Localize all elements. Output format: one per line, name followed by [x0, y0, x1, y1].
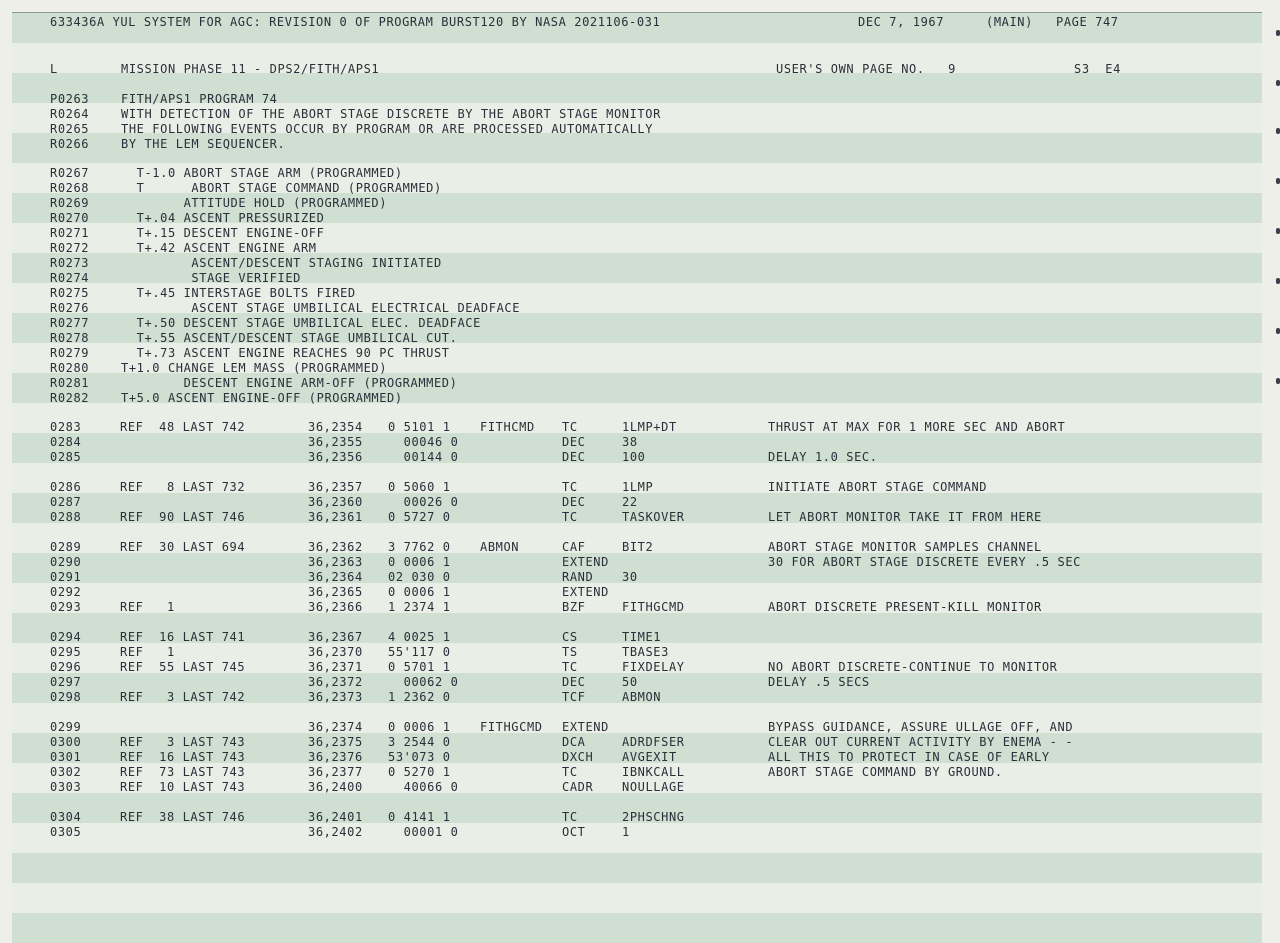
- header-program-info: 633436A YUL SYSTEM FOR AGC: REVISION 0 OF PROGRAM BURST120 BY NASA 2021106-031: [50, 15, 661, 29]
- opcode: DEC: [562, 450, 586, 464]
- memory-address: 36,2355: [308, 435, 363, 449]
- comment: CLEAR OUT CURRENT ACTIVITY BY ENEMA - -: [768, 735, 1074, 749]
- memory-address: 36,2356: [308, 450, 363, 464]
- remark-text: T+.73 ASCENT ENGINE REACHES 90 PC THRUST: [121, 346, 450, 360]
- operand: FIXDELAY: [622, 660, 685, 674]
- memory-address: 36,2362: [308, 540, 363, 554]
- paper-band: [12, 822, 1262, 853]
- remark-text: T+1.0 CHANGE LEM MASS (PROGRAMMED): [121, 361, 388, 375]
- line-number: 0286: [50, 480, 82, 494]
- remark-text: ASCENT STAGE UMBILICAL ELECTRICAL DEADFACE: [121, 301, 521, 315]
- octal-word: 0 5701 1: [388, 660, 451, 674]
- opcode: DEC: [562, 435, 586, 449]
- cross-reference: REF 30 LAST 694: [120, 540, 246, 554]
- line-number: R0271: [50, 226, 90, 240]
- comment: 30 FOR ABORT STAGE DISCRETE EVERY .5 SEC: [768, 555, 1081, 569]
- octal-word: 55'117 0: [388, 645, 451, 659]
- opcode: TC: [562, 480, 578, 494]
- header-date: DEC 7, 1967: [858, 15, 945, 29]
- operand: TASKOVER: [622, 510, 685, 524]
- opcode: OCT: [562, 825, 586, 839]
- octal-word: 0 0006 1: [388, 555, 451, 569]
- memory-address: 36,2365: [308, 585, 363, 599]
- operand: 22: [622, 495, 638, 509]
- comment: THRUST AT MAX FOR 1 MORE SEC AND ABORT: [768, 420, 1066, 434]
- octal-word: 53'073 0: [388, 750, 451, 764]
- line-number: 0296: [50, 660, 82, 674]
- line-number: R0264: [50, 107, 90, 121]
- cross-reference: REF 16 LAST 741: [120, 630, 246, 644]
- memory-address: 36,2402: [308, 825, 363, 839]
- cross-reference: REF 1: [120, 600, 175, 614]
- octal-word: 0 5270 1: [388, 765, 451, 779]
- cross-reference: REF 90 LAST 746: [120, 510, 246, 524]
- octal-word: 1 2362 0: [388, 690, 451, 704]
- comment: DELAY 1.0 SEC.: [768, 450, 878, 464]
- comment: LET ABORT MONITOR TAKE IT FROM HERE: [768, 510, 1042, 524]
- memory-address: 36,2364: [308, 570, 363, 584]
- memory-address: 36,2354: [308, 420, 363, 434]
- comment: INITIATE ABORT STAGE COMMAND: [768, 480, 988, 494]
- octal-word: 0 0006 1: [388, 585, 451, 599]
- header-page: PAGE 747: [1056, 15, 1119, 29]
- line-number: R0270: [50, 211, 90, 225]
- line-number: R0276: [50, 301, 90, 315]
- operand: AVGEXIT: [622, 750, 677, 764]
- line-number: 0301: [50, 750, 82, 764]
- remark-text: T+.15 DESCENT ENGINE-OFF: [121, 226, 325, 240]
- operand: TIME1: [622, 630, 662, 644]
- operand: 30: [622, 570, 638, 584]
- feed-hole: [1276, 128, 1280, 134]
- octal-word: 4 0025 1: [388, 630, 451, 644]
- line-number: 0300: [50, 735, 82, 749]
- memory-address: 36,2366: [308, 600, 363, 614]
- octal-word: 3 7762 0: [388, 540, 451, 554]
- opcode: TS: [562, 645, 578, 659]
- line-number: R0279: [50, 346, 90, 360]
- cross-reference: REF 1: [120, 645, 175, 659]
- header-main: (MAIN): [986, 15, 1033, 29]
- opcode: EXTEND: [562, 585, 609, 599]
- opcode: TC: [562, 810, 578, 824]
- octal-word: 40066 0: [388, 780, 459, 794]
- remark-text: DESCENT ENGINE ARM-OFF (PROGRAMMED): [121, 376, 458, 390]
- memory-address: 36,2376: [308, 750, 363, 764]
- line-number: 0284: [50, 435, 82, 449]
- memory-address: 36,2400: [308, 780, 363, 794]
- remark-text: T+.04 ASCENT PRESSURIZED: [121, 211, 325, 225]
- octal-word: 00001 0: [388, 825, 459, 839]
- operand: 38: [622, 435, 638, 449]
- line-number: 0292: [50, 585, 82, 599]
- operand: 1LMP: [622, 480, 654, 494]
- comment: ALL THIS TO PROTECT IN CASE OF EARLY: [768, 750, 1050, 764]
- opcode: DEC: [562, 495, 586, 509]
- line-number: 0293: [50, 600, 82, 614]
- symbol-label: FITHCMD: [480, 420, 535, 434]
- line-number: 0283: [50, 420, 82, 434]
- mission-phase: MISSION PHASE 11 - DPS2/FITH/APS1: [121, 62, 380, 76]
- opcode: CS: [562, 630, 578, 644]
- symbol-label: ABMON: [480, 540, 520, 554]
- remark-text: T+5.0 ASCENT ENGINE-OFF (PROGRAMMED): [121, 391, 403, 405]
- opcode: TC: [562, 660, 578, 674]
- octal-word: 0 4141 1: [388, 810, 451, 824]
- line-number: R0277: [50, 316, 90, 330]
- opcode: TCF: [562, 690, 586, 704]
- feed-hole: [1276, 80, 1280, 86]
- memory-address: 36,2377: [308, 765, 363, 779]
- line-number: 0288: [50, 510, 82, 524]
- line-number: 0298: [50, 690, 82, 704]
- line-number: 0297: [50, 675, 82, 689]
- line-number: 0305: [50, 825, 82, 839]
- operand: TBASE3: [622, 645, 669, 659]
- line-number: R0268: [50, 181, 90, 195]
- memory-address: 36,2373: [308, 690, 363, 704]
- subheader-code: L: [50, 62, 58, 76]
- feed-hole: [1276, 30, 1280, 36]
- memory-address: 36,2357: [308, 480, 363, 494]
- line-number: 0302: [50, 765, 82, 779]
- feed-hole: [1276, 328, 1280, 334]
- operand: FITHGCMD: [622, 600, 685, 614]
- comment: ABORT STAGE COMMAND BY GROUND.: [768, 765, 1003, 779]
- remark-text: THE FOLLOWING EVENTS OCCUR BY PROGRAM OR ARE PROCESSED AUTOMATICALLY: [121, 122, 654, 136]
- memory-address: 36,2370: [308, 645, 363, 659]
- memory-address: 36,2360: [308, 495, 363, 509]
- comment: DELAY .5 SECS: [768, 675, 870, 689]
- octal-word: 0 5060 1: [388, 480, 451, 494]
- cross-reference: REF 3 LAST 743: [120, 735, 246, 749]
- remark-text: WITH DETECTION OF THE ABORT STAGE DISCRETE BY THE ABORT STAGE MONITOR: [121, 107, 661, 121]
- paper-band: [12, 882, 1262, 913]
- memory-address: 36,2367: [308, 630, 363, 644]
- cross-reference: REF 38 LAST 746: [120, 810, 246, 824]
- line-number: 0291: [50, 570, 82, 584]
- memory-address: 36,2371: [308, 660, 363, 674]
- cross-reference: REF 3 LAST 742: [120, 690, 246, 704]
- line-number: R0272: [50, 241, 90, 255]
- operand: 1: [622, 825, 630, 839]
- feed-hole: [1276, 278, 1280, 284]
- cross-reference: REF 48 LAST 742: [120, 420, 246, 434]
- remark-text: T+.50 DESCENT STAGE UMBILICAL ELEC. DEADFACE: [121, 316, 481, 330]
- operand: BIT2: [622, 540, 654, 554]
- memory-address: 36,2374: [308, 720, 363, 734]
- remark-text: FITH/APS1 PROGRAM 74: [121, 92, 278, 106]
- operand: 1LMP+DT: [622, 420, 677, 434]
- remark-text: ASCENT/DESCENT STAGING INITIATED: [121, 256, 442, 270]
- paper-band: [12, 912, 1262, 943]
- line-number: 0304: [50, 810, 82, 824]
- subheader-ref: S3 E4: [1074, 62, 1121, 76]
- opcode: RAND: [562, 570, 594, 584]
- octal-word: 0 0006 1: [388, 720, 451, 734]
- octal-word: 1 2374 1: [388, 600, 451, 614]
- opcode: DXCH: [562, 750, 594, 764]
- opcode: EXTEND: [562, 720, 609, 734]
- line-number: 0287: [50, 495, 82, 509]
- comment: ABORT STAGE MONITOR SAMPLES CHANNEL: [768, 540, 1042, 554]
- line-number: 0285: [50, 450, 82, 464]
- line-number: R0267: [50, 166, 90, 180]
- remark-text: ATTITUDE HOLD (PROGRAMMED): [121, 196, 388, 210]
- remark-text: T+.42 ASCENT ENGINE ARM: [121, 241, 317, 255]
- opcode: CAF: [562, 540, 586, 554]
- memory-address: 36,2401: [308, 810, 363, 824]
- line-number: R0273: [50, 256, 90, 270]
- remark-text: T+.45 INTERSTAGE BOLTS FIRED: [121, 286, 356, 300]
- line-number: R0265: [50, 122, 90, 136]
- line-number: 0294: [50, 630, 82, 644]
- comment: ABORT DISCRETE PRESENT-KILL MONITOR: [768, 600, 1042, 614]
- cross-reference: REF 10 LAST 743: [120, 780, 246, 794]
- remark-text: BY THE LEM SEQUENCER.: [121, 137, 286, 151]
- line-number: 0289: [50, 540, 82, 554]
- opcode: TC: [562, 510, 578, 524]
- feed-hole: [1276, 378, 1280, 384]
- line-number: R0282: [50, 391, 90, 405]
- line-number: 0290: [50, 555, 82, 569]
- remark-text: T-1.0 ABORT STAGE ARM (PROGRAMMED): [121, 166, 403, 180]
- line-number: 0303: [50, 780, 82, 794]
- cross-reference: REF 73 LAST 743: [120, 765, 246, 779]
- line-number: 0299: [50, 720, 82, 734]
- operand: ADRDFSER: [622, 735, 685, 749]
- operand: IBNKCALL: [622, 765, 685, 779]
- remark-text: T ABORT STAGE COMMAND (PROGRAMMED): [121, 181, 442, 195]
- line-number: R0266: [50, 137, 90, 151]
- remark-text: STAGE VERIFIED: [121, 271, 301, 285]
- operand: 2PHSCHNG: [622, 810, 685, 824]
- operand: ABMON: [622, 690, 662, 704]
- paper-band: [12, 852, 1262, 883]
- operand: 50: [622, 675, 638, 689]
- memory-address: 36,2372: [308, 675, 363, 689]
- octal-word: 00144 0: [388, 450, 459, 464]
- memory-address: 36,2375: [308, 735, 363, 749]
- octal-word: 3 2544 0: [388, 735, 451, 749]
- cross-reference: REF 8 LAST 732: [120, 480, 246, 494]
- line-number: 0295: [50, 645, 82, 659]
- line-number: R0281: [50, 376, 90, 390]
- paper-band: [12, 702, 1262, 733]
- octal-word: 00046 0: [388, 435, 459, 449]
- operand: 100: [622, 450, 646, 464]
- opcode: DEC: [562, 675, 586, 689]
- octal-word: 00026 0: [388, 495, 459, 509]
- comment: BYPASS GUIDANCE, ASSURE ULLAGE OFF, AND: [768, 720, 1074, 734]
- line-number: R0274: [50, 271, 90, 285]
- remark-text: T+.55 ASCENT/DESCENT STAGE UMBILICAL CUT.: [121, 331, 458, 345]
- line-number: P0263: [50, 92, 90, 106]
- octal-word: 00062 0: [388, 675, 459, 689]
- user-page-number: USER'S OWN PAGE NO. 9: [776, 62, 956, 76]
- opcode: CADR: [562, 780, 594, 794]
- line-number: R0278: [50, 331, 90, 345]
- opcode: TC: [562, 420, 578, 434]
- memory-address: 36,2363: [308, 555, 363, 569]
- opcode: DCA: [562, 735, 586, 749]
- line-number: R0280: [50, 361, 90, 375]
- symbol-label: FITHGCMD: [480, 720, 543, 734]
- opcode: TC: [562, 765, 578, 779]
- operand: NOULLAGE: [622, 780, 685, 794]
- cross-reference: REF 55 LAST 745: [120, 660, 246, 674]
- octal-word: 0 5727 0: [388, 510, 451, 524]
- octal-word: 02 030 0: [388, 570, 451, 584]
- opcode: BZF: [562, 600, 586, 614]
- comment: NO ABORT DISCRETE-CONTINUE TO MONITOR: [768, 660, 1058, 674]
- line-number: R0275: [50, 286, 90, 300]
- cross-reference: REF 16 LAST 743: [120, 750, 246, 764]
- line-number: R0269: [50, 196, 90, 210]
- memory-address: 36,2361: [308, 510, 363, 524]
- octal-word: 0 5101 1: [388, 420, 451, 434]
- opcode: EXTEND: [562, 555, 609, 569]
- feed-hole: [1276, 228, 1280, 234]
- feed-hole: [1276, 178, 1280, 184]
